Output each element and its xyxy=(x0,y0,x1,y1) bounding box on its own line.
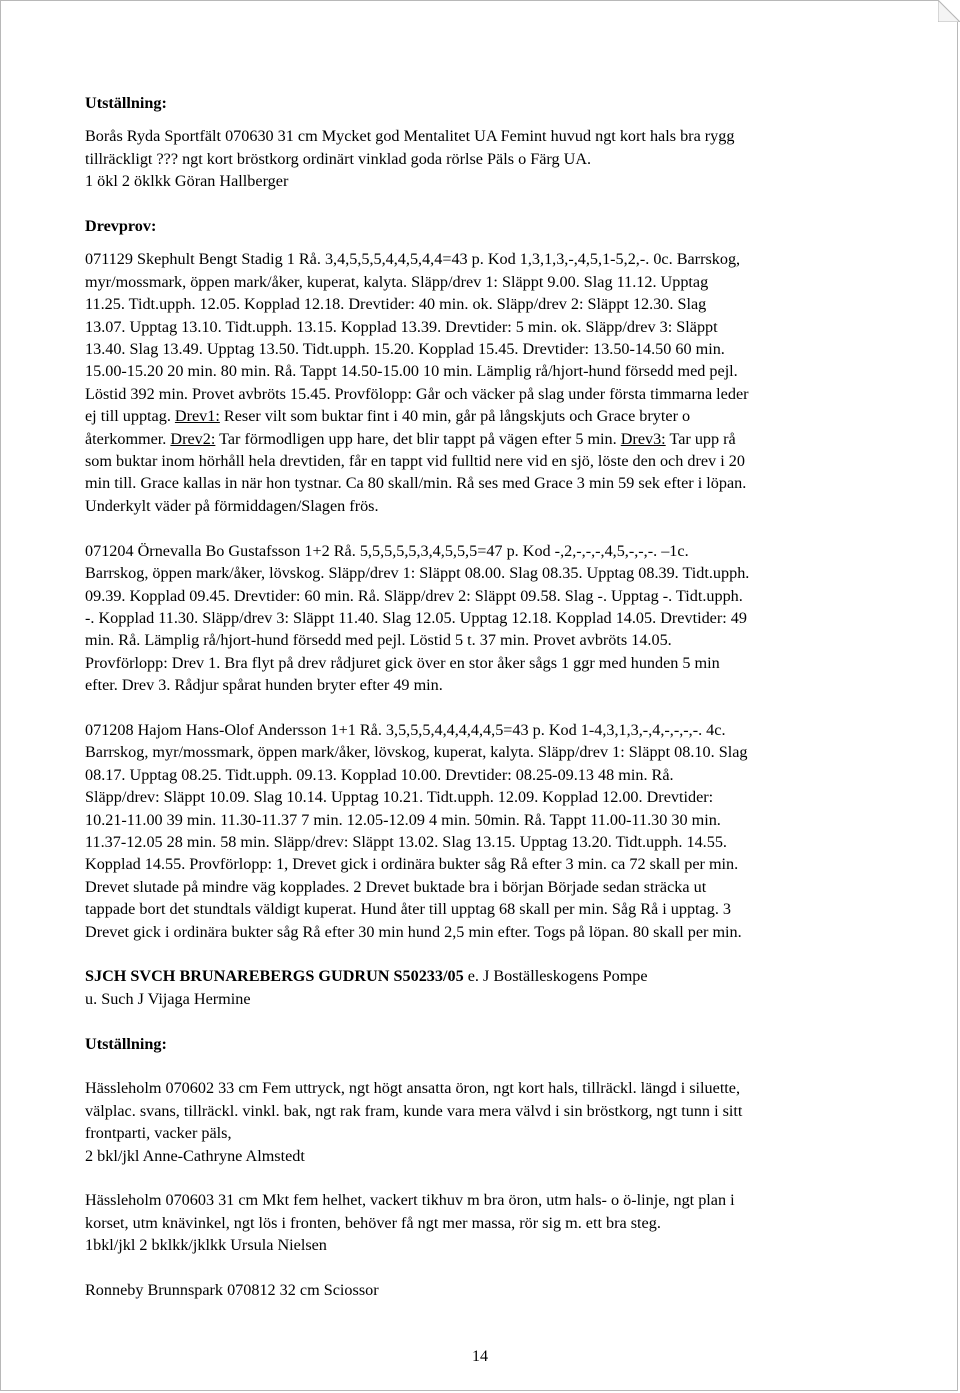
text-line: Släpp/drev: Släppt 10.09. Slag 10.14. Upptag 10.21. Tidt.upph. 12.09. Kopplad 12.00. Drevtider: xyxy=(85,788,714,807)
text-line: Barrskog, öppen mark/åker, lövskog. Släpp/drev 1: Släppt 08.00. Slag 08.35. Upptag 08.39. Tidt.upph. xyxy=(85,564,750,583)
text-line: min. Rå. Lämplig rå/hjort-hund försedd med pejl. Löstid 5 t. 37 min. Provet avbröts 14.05. xyxy=(85,631,672,650)
text-line: 071129 Skephult Bengt Stadig 1 Rå. 3,4,5,5,5,4,4,5,4,4=43 p. Kod 1,3,1,3,-,4,5,1-5,2,-. 0c. Barrskog, xyxy=(85,250,741,269)
text-line: efter. Drev 3. Rådjur spårat hunden bryter efter 49 min. xyxy=(85,676,443,695)
text-line: Kopplad 14.55. Provförlopp: 1, Drevet gick i ordinära bukter såg Rå efter 3 min. ca 72 skall per min. xyxy=(85,855,739,874)
text-line: 10.21-11.00 39 min. 11.30-11.37 7 min. 12.05-12.09 4 min. 50min. Rå. Tappt 11.00-11.30 30 min. xyxy=(85,810,721,829)
text-line: som buktar inom hörhåll hela drevtiden, får en tappt vid fulltid nere vid en sjö, löste den och drev i 20 xyxy=(85,452,745,471)
text-line: 1 ökl 2 öklkk Göran Hallberger xyxy=(85,172,289,191)
drevprov-heading: Drevprov: xyxy=(85,217,157,236)
text-span: Reser vilt som buktar fint i 40 min, går på långskjuts och Grace bryter o xyxy=(219,407,691,426)
text-line: Provförlopp: Drev 1. Bra flyt på drev rådjuret gick över en stor åker sågs 1 ggr med hunden 5 min xyxy=(85,653,720,672)
exhibition-entry-2 xyxy=(85,1077,885,1167)
text-span: återkommer. xyxy=(85,429,171,448)
text-line: 13.40. Slag 13.49. Upptag 13.50. Tidt.upph. 15.20. Kopplad 15.45. Drevtider: 13.50-14.50 60 min. xyxy=(85,340,725,359)
dog-title-block xyxy=(85,965,885,1010)
text-line: frontparti, vacker päls, xyxy=(85,1124,232,1143)
drev2-label: Drev2: xyxy=(170,429,216,448)
trial-entry-1 xyxy=(85,248,885,517)
text-line: min till. Grace kallas in när hon tystnar. Ca 80 skall/min. Rå ses med Grace 3 min 59 sek efter i löpan. xyxy=(85,474,747,493)
text-line: myr/mossmark, öppen mark/åker, kuperat, kalyta. Släpp/drev 1: Släppt 9.00. Slag 11.12. Upptag xyxy=(85,272,709,291)
exhibition-entry-4 xyxy=(85,1279,885,1301)
text-line: 1bkl/jkl 2 bklkk/jklkk Ursula Nielsen xyxy=(85,1236,327,1255)
text-line: Löstid 392 min. Provet avbröts 15.45. Provfölopp: Går och väcker på slag under första timmarna leder xyxy=(85,384,749,403)
dog-dam: u. Such J Vijaga Hermine xyxy=(85,989,251,1008)
text-line: välplac. svans, tillräckl. vinkl. bak, ngt rak fram, kunde vara mera välvd i sin bröstkorg, ngt tunn i sitt xyxy=(85,1101,743,1120)
text-line xyxy=(85,405,885,427)
text-line: tappade bort det stundtals väldigt kuperat. Hund åter till upptag 68 skall per min. Såg Rå i upptag. 3 xyxy=(85,900,732,919)
exhibition-heading: Utställning: xyxy=(85,94,167,112)
text-line: korset, utm knävinkel, ngt lös i fronten, behöver få ngt mer massa, rör sig m. ett bra steg. xyxy=(85,1213,661,1232)
trial-entry-2 xyxy=(85,540,885,697)
text-span: ej till upptag. xyxy=(85,407,175,426)
trial-entry-3 xyxy=(85,719,885,943)
exhibition-entry-1 xyxy=(85,125,885,192)
text-line: Ronneby Brunnspark 070812 32 cm Sciossor xyxy=(85,1281,379,1299)
text-line: 09.39. Kopplad 09.45. Drevtider: 60 min. Rå. Släpp/drev 2: Släppt 09.58. Slag -. Upptag -. Tidt.upph. xyxy=(85,586,743,605)
text-span: Tar förmodligen upp hare, det blir tappt på vägen efter 5 min. xyxy=(215,429,621,448)
text-line: Drevet gick i ordinära bukter såg Rå efter 30 min hund 2,5 min efter. Togs på löpan. 80 skall per min. xyxy=(85,922,742,941)
document-body xyxy=(85,92,885,1324)
text-line: 11.37-12.05 28 min. 58 min. Släpp/drev: Släppt 13.02. Slag 13.15. Upptag 13.20. Tidt.upph. 14.55. xyxy=(85,832,727,851)
text-line: 071204 Örnevalla Bo Gustafsson 1+2 Rå. 5,5,5,5,5,3,4,5,5,5=47 p. Kod -,2,-,-,-,4,5,-,-,-. –1c. xyxy=(85,541,689,560)
text-line: tillräckligt ??? ngt kort bröstkorg ordinärt vinklad goda rörlse Päls o Färg UA. xyxy=(85,149,592,168)
exhibition-heading-2: Utställning: xyxy=(85,1034,167,1053)
drev3-label: Drev3: xyxy=(620,429,666,448)
text-line: Barrskog, myr/mossmark, öppen mark/åker, lövskog, kuperat, kalyta. Släpp/drev 1: Släppt 08.10. Slag xyxy=(85,743,748,762)
text-line: 08.17. Upptag 08.25. Tidt.upph. 09.13. Kopplad 10.00. Drevtider: 08.25-09.13 48 min. Rå. xyxy=(85,765,674,784)
text-line: -. Kopplad 11.30. Släpp/drev 3: Släppt 11.40. Slag 12.05. Upptag 12.18. Kopplad 14.05. Drevtider: 49 xyxy=(85,608,747,627)
text-line: 11.25. Tidt.upph. 12.05. Kopplad 12.18. Drevtider: 40 min. ok. Släpp/drev 2: Släppt 12.30. Slag xyxy=(85,295,707,314)
text-line: 071208 Hajom Hans-Olof Andersson 1+1 Rå. 3,5,5,5,4,4,4,4,4,5=43 p. Kod 1-4,3,1,3,-,4,-,-,-,-. 4c. xyxy=(85,720,726,739)
text-span: Tar upp rå xyxy=(665,429,736,448)
text-line: 13.07. Upptag 13.10. Tidt.upph. 13.15. Kopplad 13.39. Drevtider: 5 min. ok. Släpp/drev 3: Släppt xyxy=(85,317,718,336)
text-line: 15.00-15.20 20 min. 80 min. Rå. Tappt 14.50-15.00 10 min. Lämplig rå/hjort-hund försedd med pejl. xyxy=(85,362,738,381)
text-line: Drevet slutade på mindre väg kopplades. 2 Drevet buktade bra i början Började sedan sträcka ut xyxy=(85,877,707,896)
page-number: 14 xyxy=(472,1348,488,1365)
text-line: Borås Ryda Sportfält 070630 31 cm Mycket god Mentalitet UA Femint huvud ngt kort hals bra rygg xyxy=(85,127,735,146)
text-line: Hässleholm 070603 31 cm Mkt fem helhet, vackert tikhuv m bra öron, utm hals- o ö-linje, ngt plan i xyxy=(85,1191,735,1210)
drev1-label: Drev1: xyxy=(174,407,220,426)
text-line: Underkylt väder på förmiddagen/Slagen frös. xyxy=(85,496,379,515)
dog-sire: e. J Boställeskogens Pompe xyxy=(463,967,648,986)
text-line: Hässleholm 070602 33 cm Fem uttryck, ngt högt ansatta öron, ngt kort hals, tillräckl. längd i siluette, xyxy=(85,1079,741,1098)
text-line: 2 bkl/jkl Anne-Cathryne Almstedt xyxy=(85,1146,305,1165)
exhibition-entry-3 xyxy=(85,1189,885,1256)
dog-name: SJCH SVCH BRUNAREBERGS GUDRUN S50233/05 xyxy=(85,967,464,986)
page-fold-icon xyxy=(938,0,960,22)
text-line xyxy=(85,965,885,987)
text-line xyxy=(85,428,885,450)
